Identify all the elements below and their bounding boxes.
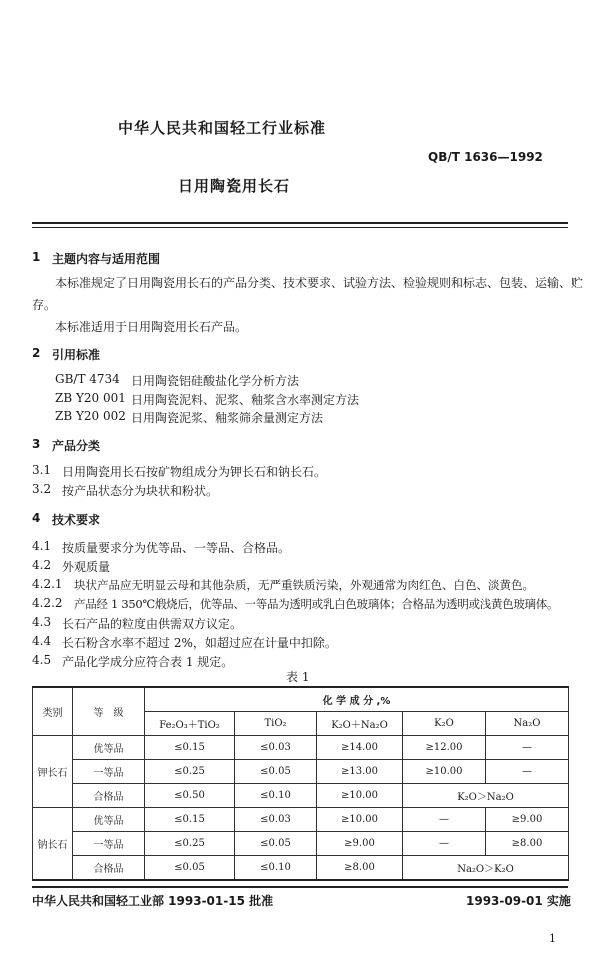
cell-value: ≥8.00 xyxy=(317,856,403,881)
section-1-para-1-line-2: 存。 xyxy=(32,298,57,312)
clause-text: 日用陶瓷用长石按矿物组成分为钾长石和钠长石。 xyxy=(62,465,327,479)
clause-text: 长石粉含水率不超过 2%，如超过应在计量中扣除。 xyxy=(62,636,337,650)
cell-value: ≥10.00 xyxy=(317,808,403,832)
clause-number: 4.1 xyxy=(32,539,52,553)
cell-value: ≤0.03 xyxy=(235,808,317,832)
clause-number: 3.2 xyxy=(32,482,52,496)
table-row xyxy=(33,784,569,808)
clause-number: 4.2 xyxy=(32,558,52,572)
clause-text: 产品化学成分应符合表 1 规定。 xyxy=(62,655,234,669)
cell-value: ≤0.10 xyxy=(235,784,317,808)
section-1-number: 1 xyxy=(32,250,41,264)
clause-text: 按产品状态分为块状和粉状。 xyxy=(62,484,219,498)
cell-value: ≤0.05 xyxy=(235,832,317,856)
doc-title: 日用陶瓷用长石 xyxy=(178,177,291,195)
clause-text: 产品经 1 350℃煅烧后，优等品、一等品为透明或乳白色玻璃体；合格品为透明或浅黄色玻璃体。 xyxy=(74,597,559,611)
cell-grade: 优等品 xyxy=(73,736,145,760)
cell-value: ≤0.25 xyxy=(145,832,235,856)
clause-text: 块状产品应无明显云母和其他杂质，无严重铁质污染，外观通常为肉红色、白色、淡黄色。 xyxy=(74,578,534,592)
table-row xyxy=(33,760,569,784)
cell-grade: 合格品 xyxy=(73,784,145,808)
cell-value: ≤0.10 xyxy=(235,856,317,881)
section-4-number: 4 xyxy=(32,511,41,525)
table-row xyxy=(33,736,569,760)
footer-rule xyxy=(32,886,568,888)
table-row xyxy=(33,832,569,856)
header-category: 类别 xyxy=(33,687,73,736)
section-4-title: 技术要求 xyxy=(52,513,101,527)
cell-merged: K₂O＞Na₂O xyxy=(403,784,569,808)
cell-value: ≥10.00 xyxy=(317,784,403,808)
clause-text: 按质量要求分为优等品、一等品、合格品。 xyxy=(62,541,291,555)
cell-value: ≥12.00 xyxy=(403,736,486,760)
cell-value: ≤0.03 xyxy=(235,736,317,760)
clause-text: 外观质量 xyxy=(62,560,111,574)
cell-value: ≥10.00 xyxy=(403,760,486,784)
table-header-row xyxy=(33,687,569,712)
cell-grade: 一等品 xyxy=(73,832,145,856)
cell-value: ≥9.00 xyxy=(486,808,569,832)
section-1-para-2: 本标准适用于日用陶瓷用长石产品。 xyxy=(55,320,248,334)
ref-name: 日用陶瓷铝硅酸盐化学分析方法 xyxy=(131,374,300,388)
cell-merged: Na₂O＞K₂O xyxy=(403,856,569,881)
cell-value: ≥8.00 xyxy=(486,832,569,856)
cell-value: — xyxy=(403,832,486,856)
agency-title: 中华人民共和国轻工行业标准 xyxy=(118,119,327,137)
clause-number: 4.3 xyxy=(32,615,52,629)
cell-value: ≤0.50 xyxy=(145,784,235,808)
cell-grade: 合格品 xyxy=(73,856,145,881)
header-col: Na₂O xyxy=(486,712,569,736)
header-rule-thick xyxy=(32,222,568,224)
clause-text: 长石产品的粒度由供需双方议定。 xyxy=(62,617,243,631)
section-2-title: 引用标准 xyxy=(52,348,101,362)
clause-number: 4.2.2 xyxy=(32,596,63,610)
header-grade: 等 级 xyxy=(73,687,145,736)
cell-value: ≤0.15 xyxy=(145,808,235,832)
approval-line: 中华人民共和国轻工业部 1993-01-15 批准 xyxy=(32,894,274,908)
ref-name: 日用陶瓷泥浆、釉浆筛余量测定方法 xyxy=(131,411,324,425)
header-chem-group: 化 学 成 分 ,% xyxy=(145,687,569,712)
cell-value: ≥13.00 xyxy=(317,760,403,784)
clause-number: 3.1 xyxy=(32,463,52,477)
table-row xyxy=(33,808,569,832)
cell-grade: 一等品 xyxy=(73,760,145,784)
cell-value: ≥14.00 xyxy=(317,736,403,760)
cell-value: — xyxy=(403,808,486,832)
effective-date: 1993-09-01 实施 xyxy=(466,894,571,908)
cell-grade: 优等品 xyxy=(73,808,145,832)
clause-number: 4.5 xyxy=(32,653,52,667)
header-rule-thin xyxy=(32,227,568,228)
cell-value: ≤0.25 xyxy=(145,760,235,784)
section-2-number: 2 xyxy=(32,346,41,360)
standard-number: QB/T 1636—1992 xyxy=(428,150,543,164)
cell-value: — xyxy=(486,760,569,784)
ref-code: ZB Y20 002 xyxy=(55,409,126,423)
section-3-number: 3 xyxy=(32,437,41,451)
header-col: TiO₂ xyxy=(235,712,317,736)
header-col: Fe₂O₃＋TiO₂ xyxy=(145,712,235,736)
section-3-title: 产品分类 xyxy=(52,439,101,453)
group-name: 钾长石 xyxy=(33,736,73,808)
section-1-para-1-line-1: 本标准规定了日用陶瓷用长石的产品分类、技术要求、试验方法、检验规则和标志、包装、运输、贮 xyxy=(55,276,584,290)
cell-value: ≤0.05 xyxy=(145,856,235,881)
chemical-composition-table xyxy=(32,686,569,881)
header-col: K₂O＋Na₂O xyxy=(317,712,403,736)
ref-code: ZB Y20 001 xyxy=(55,391,126,405)
cell-value: ≤0.15 xyxy=(145,736,235,760)
clause-number: 4.2.1 xyxy=(32,577,63,591)
group-name: 钠长石 xyxy=(33,808,73,881)
ref-name: 日用陶瓷泥料、泥浆、釉浆含水率测定方法 xyxy=(131,393,360,407)
cell-value: ≥9.00 xyxy=(317,832,403,856)
cell-value: ≤0.05 xyxy=(235,760,317,784)
section-1-title: 主题内容与适用范围 xyxy=(52,252,161,266)
ref-code: GB/T 4734 xyxy=(55,372,120,386)
page-number: 1 xyxy=(549,932,556,945)
header-col: K₂O xyxy=(403,712,486,736)
cell-value: — xyxy=(486,736,569,760)
table-caption: 表 1 xyxy=(286,670,310,684)
table-row xyxy=(33,856,569,881)
clause-number: 4.4 xyxy=(32,634,52,648)
